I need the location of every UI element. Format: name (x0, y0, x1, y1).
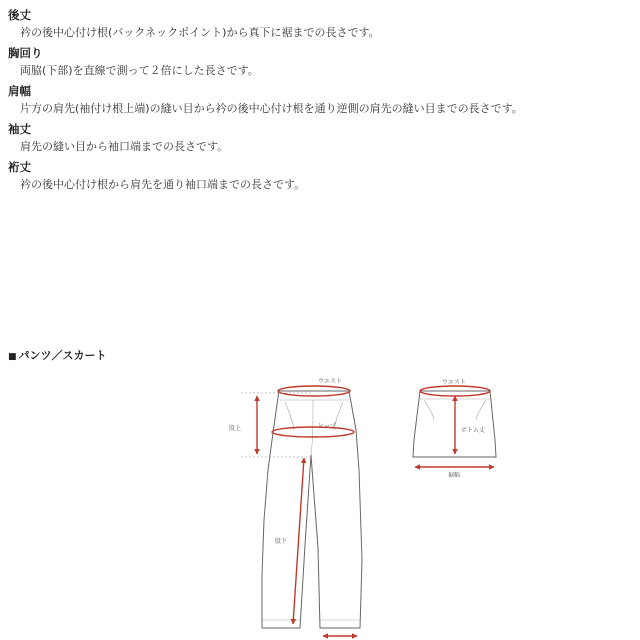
skirt-diagram (413, 379, 496, 479)
definition-description: 衿の後中心付け根(バックネックポイント)から真下に裾までの長さです。 (20, 26, 380, 39)
definition-description: 衿の後中心付け根から肩先を通り袖口端までの長さです。 (20, 178, 306, 191)
pants-diagram (229, 378, 362, 636)
skirt-hem-measure (415, 467, 494, 479)
definition-description: 片方の肩先(袖付け根上端)の縫い目から衿の後中心付け根を通り逆側の肩先の縫い目までの長さです。 (20, 102, 523, 115)
pants-hip-label: ヒップ (318, 423, 336, 430)
definition-description: 両脇(下部)を直線で測って２倍にした長さです。 (20, 64, 259, 77)
definition-term: 袖丈 (8, 122, 31, 136)
pants-waist-label: ウエスト (318, 378, 343, 385)
section-title-text: パンツ／スカート (18, 349, 107, 362)
skirt-hem-label: 裾幅 (448, 472, 461, 479)
definition-term: 裄丈 (8, 160, 31, 174)
pants-rise-label: 股上 (229, 425, 242, 432)
square-bullet-icon: ■ (8, 352, 17, 362)
skirt-length-label: ボトム丈 (461, 427, 486, 434)
definition-description: 肩先の縫い目から袖口端までの長さです。 (20, 140, 229, 153)
definition-term: 肩幅 (8, 84, 31, 98)
skirt-waist-label: ウエスト (442, 379, 467, 386)
definition-term: 後丈 (8, 8, 31, 22)
pants-inseam-label: 股下 (275, 538, 288, 545)
definition-term: 胸回り (8, 46, 43, 60)
